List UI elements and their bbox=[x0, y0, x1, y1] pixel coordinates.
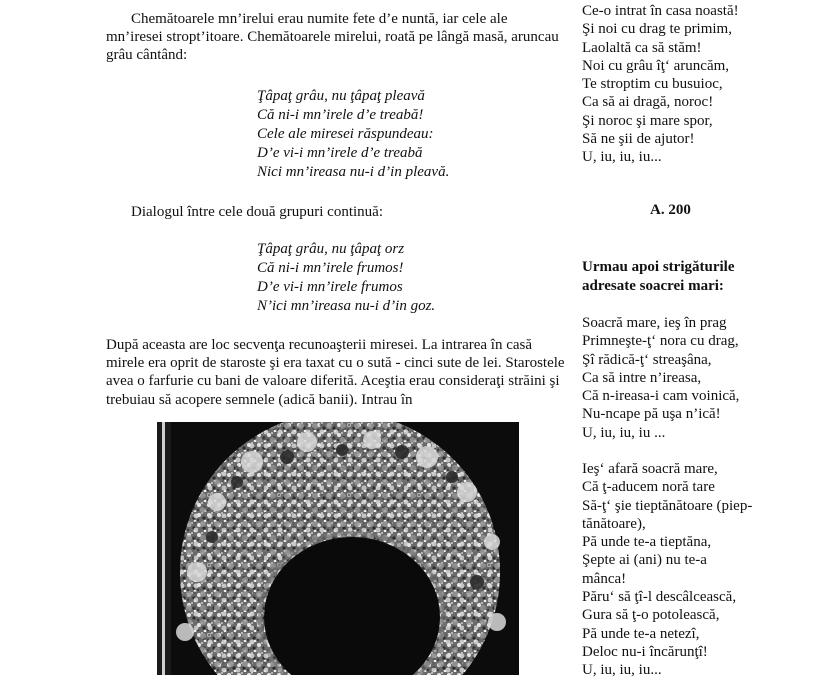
section-code: A. 200 bbox=[650, 202, 691, 218]
verse-line: Pă unde te-a tieptăna, bbox=[582, 534, 712, 551]
verse-line: N’ici mn’ireasa nu-i d’in goz. bbox=[257, 298, 436, 314]
verse-line: Ca să intre n’ireasa, bbox=[582, 369, 702, 386]
verse-line: Primneşte-ţ‘ nora cu drag, bbox=[582, 333, 739, 350]
verse-line: Nu-ncape pă uşa n’ică! bbox=[582, 406, 721, 423]
verse-line: Laolaltă ca să stăm! bbox=[582, 39, 702, 56]
verse-welcome bbox=[582, 2, 739, 167]
verse-line: Cele ale miresei răspundeau: bbox=[257, 126, 434, 142]
verse-line: Nici mn’ireasa nu-i d’in pleavă. bbox=[257, 164, 450, 180]
verse-line: Te stroptim cu busuioc, bbox=[582, 76, 723, 93]
verse-line: Că ni-i mn’irele d’e treabă! bbox=[257, 107, 424, 123]
verse-line: Soacră mare, ieş în prag bbox=[582, 315, 727, 331]
paragraph-dialogue: Dialogul între cele două grupuri continuă: bbox=[131, 204, 384, 220]
verse-line: Ţâpaţ grâu, nu ţâpaţ pleavă bbox=[257, 88, 425, 104]
verse-line: Şepte ai (ani) nu te-a bbox=[582, 552, 707, 569]
verse-line: D’e vi-i mn’irele frumos bbox=[257, 279, 403, 295]
verse-line: Că ni-i mn’irele frumos! bbox=[257, 260, 404, 276]
verse-line: tănătoare), bbox=[582, 515, 646, 532]
verse-wheat-chaff bbox=[257, 87, 449, 182]
verse-line: Gura să ţ-o potolească, bbox=[582, 607, 720, 624]
verse-line: Şî rădică-ţ‘ streaşâna, bbox=[582, 351, 712, 368]
verse-line: Şi noi cu drag te primim, bbox=[582, 21, 732, 38]
wreath-photo bbox=[157, 422, 519, 675]
verse-line: Ce-o intrat în casa noastă! bbox=[582, 3, 739, 19]
paragraph-callers: Chemătoarele mn’irelui erau numite fete d’e nuntă, iar cele ale mn’iresei stropt’itoare. Chemătoarele mirelui, roată pe lângă masă, aruncau grâu cântând: bbox=[106, 11, 559, 64]
wreath-image bbox=[157, 422, 519, 675]
verse-line: Păru‘ să ţî-l descâlcească, bbox=[582, 589, 737, 606]
verse-line: Că n-ireasa-i cam voinică, bbox=[582, 388, 740, 405]
verse-line: Ieş‘ afară soacră mare, bbox=[582, 461, 718, 477]
verse-line: U, iu, iu, iu... bbox=[582, 662, 662, 679]
paragraph-recognition: După aceasta are loc secvenţa recunoaşterii miresei. La intrarea în casă mirele era oprit de staroste şi era taxat cu o sută - cinci sute de lei. Starostele avea o farfurie cu bani de valoare diferită. Aceştia erau consideraţi străini şi trebuiau să acopere semnele (adică banii). Intrau în bbox=[106, 337, 565, 408]
verse-wheat-barley bbox=[257, 240, 435, 316]
verse-line: Că ţ-aducem noră tare bbox=[582, 479, 715, 496]
verse-line: U, iu, iu, iu... bbox=[582, 149, 662, 166]
verse-line: Noi cu grâu îţ‘ aruncăm, bbox=[582, 57, 730, 74]
verse-line: U, iu, iu, iu ... bbox=[582, 424, 666, 441]
verse-line: mânca! bbox=[582, 570, 627, 587]
verse-line: Ca să ai dragă, noroc! bbox=[582, 94, 714, 111]
verse-line: Pă unde te-a netezî, bbox=[582, 625, 700, 642]
verse-line: D’e vi-i mn’irele d’e treabă bbox=[257, 145, 423, 161]
section-heading: Urmau apoi strigăturile adresate soacrei mari: bbox=[582, 259, 735, 294]
verse-line: Deloc nu-i încărunţî! bbox=[582, 643, 708, 660]
verse-line: Şi noroc şi mare spor, bbox=[582, 112, 713, 129]
verse-line: Ţâpaţ grâu, nu ţâpaţ orz bbox=[257, 241, 405, 257]
verse-line: Să ne şii de ajutor! bbox=[582, 131, 695, 148]
verse-mother-in-law-2 bbox=[582, 460, 752, 680]
verse-mother-in-law bbox=[582, 314, 739, 442]
verse-line: Să-ţ‘ şie tieptănătoare (piep- bbox=[582, 497, 753, 514]
